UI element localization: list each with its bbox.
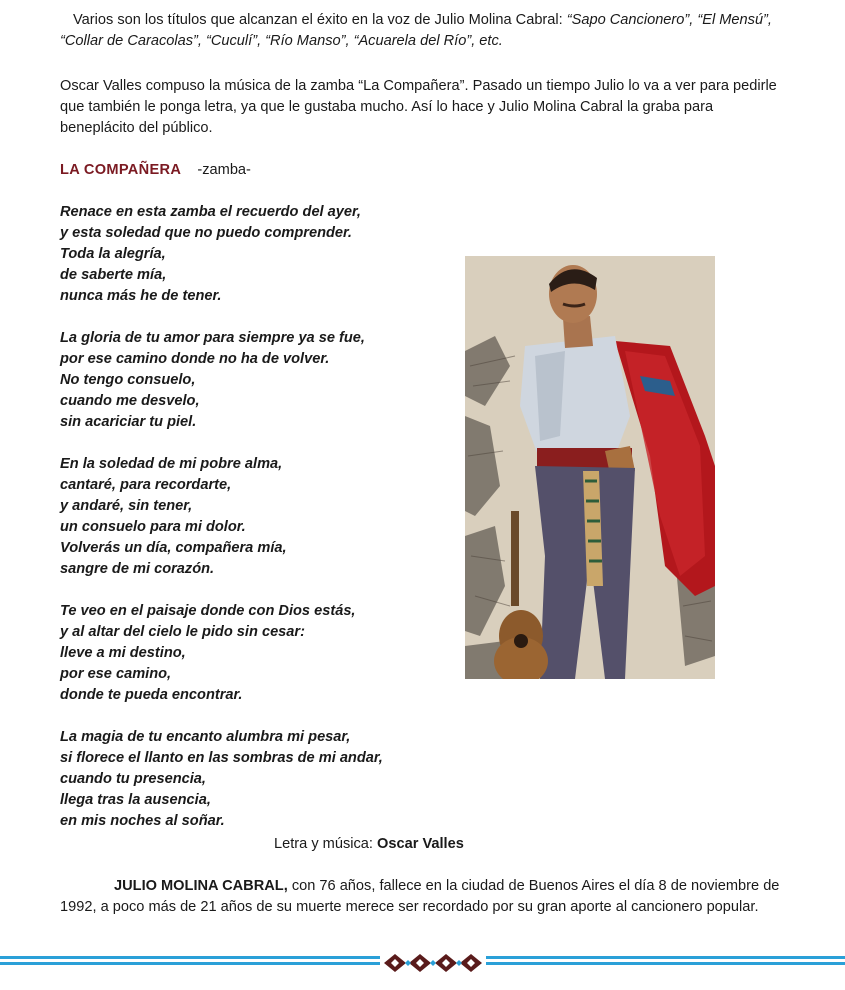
closing-name: JULIO MOLINA CABRAL, bbox=[114, 878, 288, 894]
lyric-line: por ese camino donde no ha de volver. bbox=[60, 351, 330, 367]
lyric-line: En la soledad de mi pobre alma, bbox=[60, 456, 283, 472]
footer-rule-left bbox=[0, 956, 380, 965]
portrait-illustration bbox=[465, 256, 715, 679]
lyric-line: un consuelo para mi dolor. bbox=[60, 519, 246, 535]
footer-rule-right bbox=[486, 956, 845, 965]
singer-portrait-photo bbox=[465, 256, 715, 679]
andean-ornament-icon bbox=[384, 952, 482, 974]
lyric-line: No tengo consuelo, bbox=[60, 372, 196, 388]
lyric-line: sangre de mi corazón. bbox=[60, 561, 215, 577]
lyrics bbox=[60, 202, 460, 853]
credit-author: Oscar Valles bbox=[377, 836, 464, 852]
stanza bbox=[60, 601, 460, 706]
lyric-line: por ese camino, bbox=[60, 666, 172, 682]
lyric-line: cantaré, para recordarte, bbox=[60, 477, 232, 493]
song-heading bbox=[60, 160, 251, 181]
lyric-line: donde te pueda encontrar. bbox=[60, 687, 243, 703]
lyric-line: y andaré, sin tener, bbox=[60, 498, 193, 514]
lyric-line: y al altar del cielo le pido sin cesar: bbox=[60, 624, 305, 640]
lyric-line: de saberte mía, bbox=[60, 267, 167, 283]
song-genre: -zamba- bbox=[197, 162, 251, 178]
stanza bbox=[60, 727, 460, 832]
lyric-line: en mis noches al soñar. bbox=[60, 813, 225, 829]
lyric-line: si florece el llanto en las sombras de mi andar, bbox=[60, 750, 383, 766]
stanza bbox=[60, 454, 460, 580]
stanza bbox=[60, 328, 460, 433]
lyric-line: sin acariciar tu piel. bbox=[60, 414, 197, 430]
lyric-line: La gloria de tu amor para siempre ya se fue, bbox=[60, 330, 365, 346]
closing-text: con 76 años, fallece en la ciudad de Buenos Aires el día 8 de noviembre de 1992, a poco más de 21 años de su muerte merece ser recordado por su gran aporte al cancionero popular. bbox=[60, 878, 780, 915]
lyric-line: cuando tu presencia, bbox=[60, 771, 206, 787]
intro-text: Varios son los títulos que alcanzan el éxito en la voz de Julio Molina Cabral: bbox=[73, 12, 567, 28]
lyric-line: llega tras la ausencia, bbox=[60, 792, 211, 808]
lyric-line: Te veo en el paisaje donde con Dios estás, bbox=[60, 603, 356, 619]
song-credit bbox=[274, 834, 464, 855]
song-title: LA COMPAÑERA bbox=[60, 162, 182, 178]
lyric-line: Renace en esta zamba el recuerdo del ayer, bbox=[60, 204, 361, 220]
lyric-line: cuando me desvelo, bbox=[60, 393, 200, 409]
stanza bbox=[60, 202, 460, 307]
intro-paragraph bbox=[60, 10, 783, 52]
closing-paragraph bbox=[60, 876, 783, 918]
lyric-line: Volverás un día, compañera mía, bbox=[60, 540, 287, 556]
lyric-line: La magia de tu encanto alumbra mi pesar, bbox=[60, 729, 351, 745]
lyric-line: Toda la alegría, bbox=[60, 246, 166, 262]
lyric-line: y esta soledad que no puedo comprender. bbox=[60, 225, 352, 241]
credit-label: Letra y música: bbox=[274, 836, 378, 852]
song-titles-list: “Sapo Cancionero”, “El Mensú”, “Collar de Caracolas”, “Cuculí”, “Río Manso”, “Acuarela del Río”, etc. bbox=[60, 12, 772, 49]
lyric-line: lleve a mi destino, bbox=[60, 645, 186, 661]
composition-paragraph: Oscar Valles compuso la música de la zamba “La Compañera”. Pasado un tiempo Julio lo va a ver para pedirle que también le ponga letra, ya que le gustaba mucho. Así lo hace y Julio Molina Cabral la graba para beneplácito del público. bbox=[60, 78, 777, 136]
lyric-line: nunca más he de tener. bbox=[60, 288, 222, 304]
